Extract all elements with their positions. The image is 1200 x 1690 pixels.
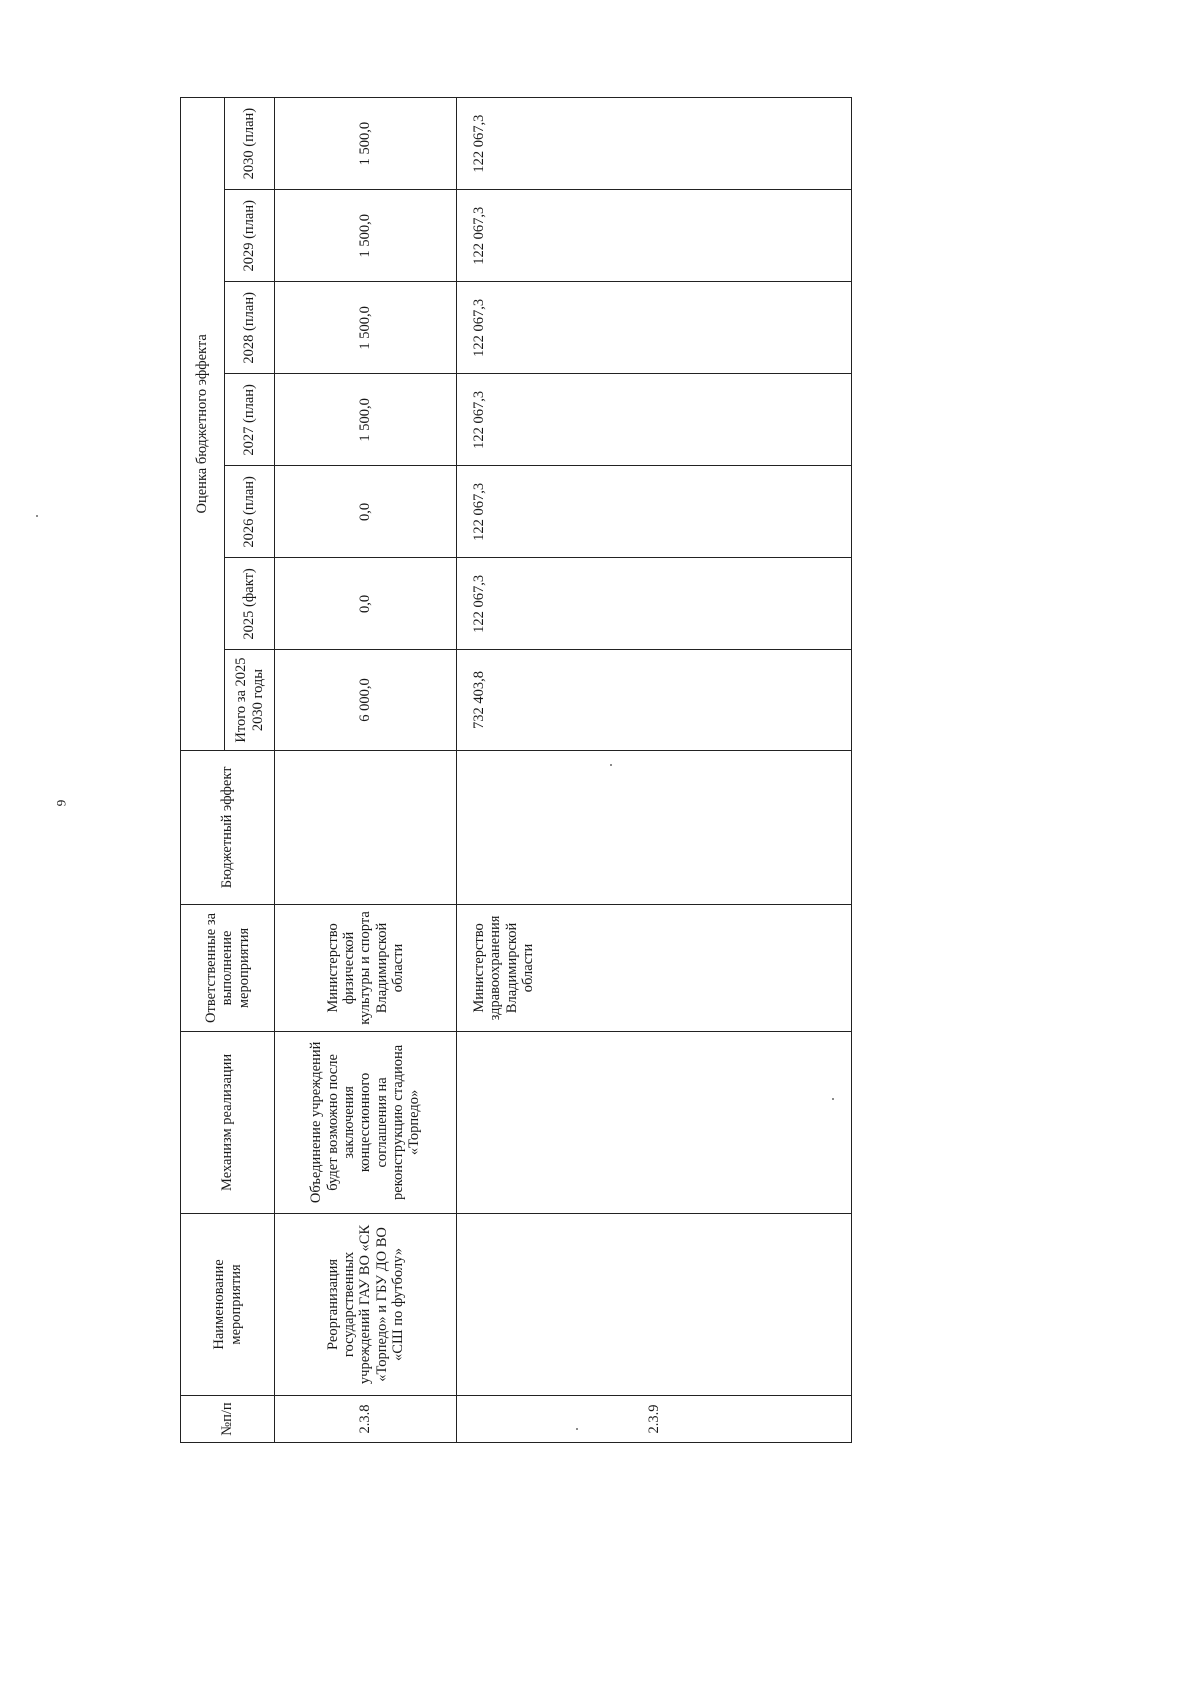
row-budget-effect	[275, 750, 457, 904]
row-name	[457, 1213, 852, 1395]
row-value-2029: 1 500,0	[275, 190, 457, 282]
row-value-2029: 122 067,3	[457, 190, 852, 282]
row-value-2028: 1 500,0	[275, 282, 457, 374]
row-mechanism	[457, 1031, 852, 1213]
header-budget-effect: Бюджетный эффект	[181, 750, 275, 904]
header-year-2027: 2027 (план)	[225, 374, 275, 466]
header-row-1	[181, 98, 225, 1443]
row-value-2026: 122 067,3	[457, 466, 852, 558]
table-row	[457, 98, 852, 1443]
header-year-2029: 2029 (план)	[225, 190, 275, 282]
row-value-2025: 122 067,3	[457, 558, 852, 650]
row-value-2026: 0,0	[275, 466, 457, 558]
row-responsible: Министерство физической культуры и спорта Владимирской области	[275, 905, 457, 1032]
header-year-2026: 2026 (план)	[225, 466, 275, 558]
table-row	[275, 98, 457, 1443]
scan-speck	[36, 515, 38, 517]
header-name: Наименование мероприятия	[181, 1213, 275, 1395]
row-value-2030: 1 500,0	[275, 98, 457, 190]
header-year-2030: 2030 (план)	[225, 98, 275, 190]
row-value-2025: 0,0	[275, 558, 457, 650]
header-year-total: Итого за 2025 2030 годы	[225, 650, 275, 750]
row-num: 2.3.9	[457, 1395, 852, 1442]
row-responsible: Министерство здравоохранения Владимирской области	[457, 905, 852, 1032]
row-value-total: 6 000,0	[275, 650, 457, 750]
budget-effect-table	[180, 97, 852, 1443]
row-value-2027: 1 500,0	[275, 374, 457, 466]
row-value-2030: 122 067,3	[457, 98, 852, 190]
row-name: Реорганизация государственных учреждений ГАУ ВО «СК «Торпедо» и ГБУ ДО ВО «СШ по футболу»	[275, 1213, 457, 1395]
row-value-total: 732 403,8	[457, 650, 852, 750]
row-budget-effect	[457, 750, 852, 904]
page-number: 9	[53, 799, 69, 807]
header-year-2025: 2025 (факт)	[225, 558, 275, 650]
header-responsible: Ответственные за выполнение мероприятия	[181, 905, 275, 1032]
row-value-2027: 122 067,3	[457, 374, 852, 466]
row-num: 2.3.8	[275, 1395, 457, 1442]
header-num: №п/п	[181, 1395, 275, 1442]
rotated-table-container	[180, 97, 852, 1443]
header-assessment: Оценка бюджетного эффекта	[181, 98, 225, 751]
header-year-2028: 2028 (план)	[225, 282, 275, 374]
header-mechanism: Механизм реализации	[181, 1031, 275, 1213]
row-mechanism: Объединение учреждений будет возможно после заключения концессионного соглашения на реконструкцию стадиона «Торпедо»	[275, 1031, 457, 1213]
row-value-2028: 122 067,3	[457, 282, 852, 374]
